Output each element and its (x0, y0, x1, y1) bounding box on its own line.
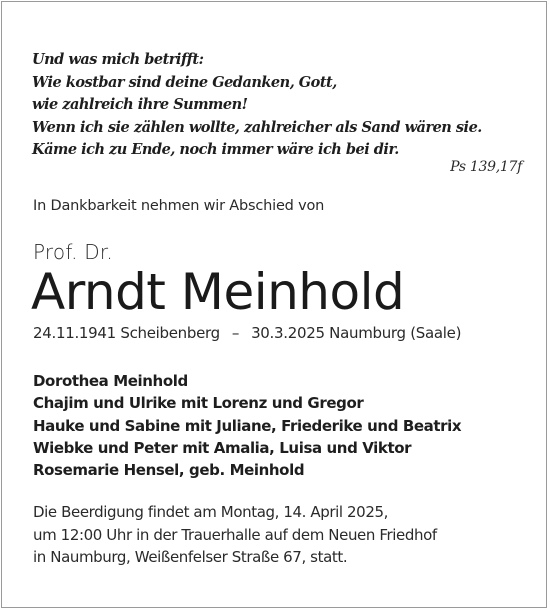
family-list (33, 370, 461, 481)
date-dash: – (231, 324, 240, 342)
verse-line: Käme ich zu Ende, noch immer wäre ich bei dir. (32, 141, 399, 158)
family-entry: Chajim und Ulrike mit Lorenz und Gregor (33, 394, 364, 413)
deceased-name: Arndt Meinhold (31, 263, 405, 321)
funeral-line: Die Beerdigung findet am Montag, 14. April 2025, (33, 503, 388, 521)
funeral-line: um 12:00 Uhr in der Trauerhalle auf dem Neuen Friedhof (33, 525, 437, 544)
family-entry: Dorothea Meinhold (33, 372, 188, 390)
funeral-line: in Naumburg, Weißenfelser Straße 67, statt. (33, 548, 348, 566)
family-entry: Hauke und Sabine mit Juliane, Friederike und Beatrix (33, 416, 462, 435)
verse-line: wie zahlreich ihre Summen! (32, 96, 248, 113)
life-dates (33, 324, 461, 342)
bible-verse (32, 49, 532, 162)
academic-title: Prof. Dr. (33, 240, 113, 264)
family-entry: Wiebke und Peter mit Amalia, Luisa und Viktor (33, 438, 412, 457)
verse-line: Und was mich betrifft: (32, 51, 204, 68)
intro-text: In Dankbarkeit nehmen wir Abschied von (33, 198, 325, 214)
verse-line: Wenn ich sie zählen wollte, zahlreicher als Sand wären sie. (32, 118, 482, 136)
death-date-place: 30.3.2025 Naumburg (Saale) (251, 324, 462, 342)
verse-line: Wie kostbar sind deine Gedanken, Gott, (32, 73, 337, 91)
birth-date-place: 24.11.1941 Scheibenberg (33, 324, 220, 342)
funeral-details (33, 501, 437, 569)
family-entry: Rosemarie Hensel, geb. Meinhold (33, 461, 305, 480)
verse-reference: Ps 139,17f (450, 159, 522, 175)
